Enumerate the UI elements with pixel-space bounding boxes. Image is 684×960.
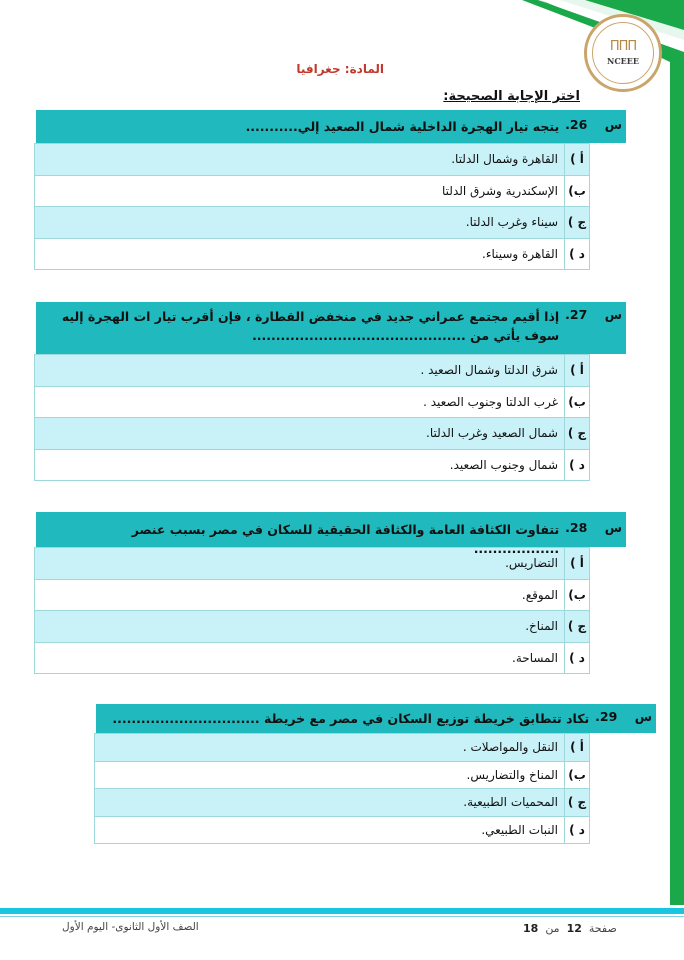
question-label: س 26. <box>565 117 622 132</box>
grade-day-label: الصف الأول الثانوى- اليوم الأول <box>62 921 199 933</box>
page-indicator <box>523 922 617 935</box>
option-c[interactable] <box>35 610 589 642</box>
question-header <box>96 704 656 733</box>
question-label: س 27. <box>565 307 622 322</box>
question-text: تكاد تتطابق خريطة توزيع السكان في مصر مع خريطة ............................... <box>112 711 590 726</box>
option-c[interactable] <box>35 417 589 449</box>
option-a[interactable] <box>35 354 589 386</box>
option-d[interactable] <box>35 642 589 674</box>
question-text: يتجه تيار الهجرة الداخلية شمال الصعيد إلي........... <box>245 119 560 134</box>
page-word: صفحة <box>588 922 617 935</box>
option-letter: د ) <box>564 450 589 481</box>
pillars-icon: ΠΠΠ <box>609 39 637 54</box>
question-27 <box>36 302 626 481</box>
option-letter: ب) <box>564 580 589 611</box>
option-c[interactable] <box>35 206 589 238</box>
total-pages: 18 <box>523 922 539 935</box>
option-letter: د ) <box>564 239 589 270</box>
option-text: غرب الدلتا وجنوب الصعيد . <box>423 394 558 409</box>
option-letter: د ) <box>564 643 589 674</box>
question-text: إذا أقيم مجتمع عمراني جديد في منخفض القطارة ، فإن أقرب تيار ات الهجرة إليه سوف يأتي من ............................................. <box>61 309 560 344</box>
option-letter: ب) <box>564 176 589 207</box>
option-b[interactable] <box>35 175 589 207</box>
options-list <box>34 143 590 270</box>
options-list <box>94 733 590 844</box>
question-header <box>36 512 626 557</box>
footer-divider <box>0 908 684 914</box>
option-text: النبات الطبيعي. <box>481 822 558 837</box>
option-letter: ج ) <box>564 207 589 238</box>
option-letter: ب) <box>564 387 589 418</box>
option-letter: ب) <box>564 762 589 789</box>
option-text: النقل والمواصلات . <box>462 740 558 755</box>
question-28 <box>36 512 626 674</box>
option-text: شرق الدلتا وشمال الصعيد . <box>420 363 558 378</box>
of-word: من <box>545 922 560 935</box>
option-text: سيناء وغرب الدلتا. <box>465 215 558 230</box>
option-d[interactable] <box>35 449 589 481</box>
option-b[interactable] <box>35 386 589 418</box>
instruction-heading: اختر الإجابة الصحيحة: <box>443 89 580 104</box>
option-letter: ج ) <box>564 611 589 642</box>
option-text: المساحة. <box>512 650 558 665</box>
option-letter: أ ) <box>564 355 589 386</box>
question-header <box>36 110 626 143</box>
options-list <box>34 547 590 674</box>
option-letter: ج ) <box>564 418 589 449</box>
option-d[interactable] <box>95 816 589 844</box>
logo-text: NCEEE <box>607 56 639 66</box>
option-text: القاهرة وشمال الدلتا. <box>451 152 558 167</box>
question-header <box>36 302 626 354</box>
option-b[interactable] <box>35 579 589 611</box>
option-a[interactable] <box>95 733 589 761</box>
option-text: القاهرة وسيناء. <box>482 246 558 261</box>
option-text: شمال وجنوب الصعيد. <box>449 457 558 472</box>
option-b[interactable] <box>95 761 589 789</box>
question-text: تتفاوت الكثافة العامة والكثافة الحقيقية للسكان في مصر بسبب عنصر .................. <box>131 522 560 557</box>
question-29 <box>96 704 656 844</box>
page-number: 12 <box>566 922 582 935</box>
option-a[interactable] <box>35 143 589 175</box>
option-text: المناخ. <box>525 619 558 634</box>
question-26 <box>36 110 626 270</box>
option-text: الموقع. <box>521 587 558 602</box>
question-label: س 29. <box>595 709 652 724</box>
option-text: الإسكندرية وشرق الدلتا <box>442 183 558 198</box>
subject-label: المادة: جغرافيا <box>296 62 384 76</box>
option-d[interactable] <box>35 238 589 270</box>
option-text: شمال الصعيد وغرب الدلتا. <box>426 426 558 441</box>
option-text: المحميات الطبيعية. <box>463 795 558 810</box>
option-text: التضاريس. <box>505 556 558 571</box>
footer-divider-thin <box>0 916 684 917</box>
option-letter: أ ) <box>564 734 589 761</box>
option-letter: ج ) <box>564 789 589 816</box>
option-letter: أ ) <box>564 144 589 175</box>
question-label: س 28. <box>565 520 622 535</box>
option-c[interactable] <box>95 788 589 816</box>
options-list <box>34 354 590 481</box>
option-text: المناخ والتضاريس. <box>466 767 558 782</box>
option-letter: د ) <box>564 817 589 844</box>
option-letter: أ ) <box>564 548 589 579</box>
nceee-logo <box>584 14 662 92</box>
